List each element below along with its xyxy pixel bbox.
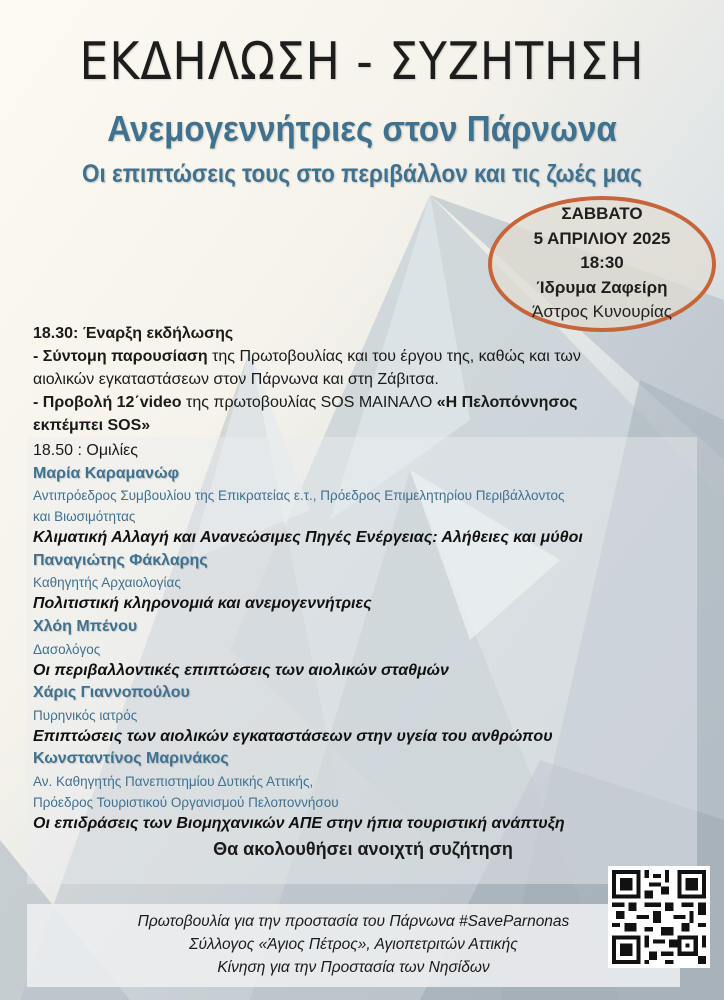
speaker-role: Καθηγητής Αρχαιολογίας (33, 575, 181, 591)
talk-topic: Κλιματική Αλλαγή και Ανανεώσιμες Πηγές Ενέργειας: Αλήθειες και μύθοι (33, 529, 583, 547)
event-time: 18:30 (580, 253, 624, 272)
speaker-name: Μαρία Καραμανώφ (33, 464, 180, 482)
event-date: 5 ΑΠΡΙΛΙΟΥ 2025 (533, 228, 671, 248)
open-discussion-note: Θα ακολουθήσει ανοιχτή συζήτηση (213, 838, 513, 859)
event-type-title: ΕΚΔΗΛΩΣΗ - ΣΥΖΗΤΗΣΗ (79, 32, 645, 92)
speaker-role-line2: και Βιωσιμότητας (33, 509, 136, 525)
speaker-name: Παναγιώτης Φάκλαρης (33, 551, 208, 569)
event-tagline: Οι επιπτώσεις τους στο περιβάλλον και τις ζωές μας (82, 160, 642, 188)
event-location: Άστρος Κυνουρίας (532, 302, 672, 321)
talk-topic: Οι επιδράσεις των Βιομηχανικών ΑΠΕ στην ήπια τουριστική ανάπτυξη (33, 814, 565, 832)
organizer-item: Πρωτοβουλία για την προστασία του Πάρνωνα #SaveParnonas (137, 913, 570, 930)
organizer-item: Κίνηση για την Προστασία των Νησίδων (217, 959, 490, 976)
presentation-desc: της Πρωτοβουλίας και του έργου της, καθώς και των (207, 348, 581, 365)
speaker-name: Κωνσταντίνος Μαρινάκος (33, 750, 229, 768)
speaker-role: Πυρηνικός ιατρός (33, 707, 138, 723)
organizer-item: Σύλλογος «Άγιος Πέτρος», Αγιοπετριτών Αττικής (189, 936, 518, 953)
date-venue-info (488, 202, 716, 325)
presentation-label: - Σύντομη παρουσίαση (33, 348, 208, 365)
opening-time: 18.30: Έναρξη εκδήλωσης (33, 325, 234, 342)
speaker-name: Χάρις Γιαννοπούλου (33, 684, 190, 702)
qr-code-icon[interactable] (608, 866, 710, 968)
video-title: «Η Πελοπόννησος (436, 394, 578, 411)
event-venue: Ίδρυμα Ζαφείρη (536, 277, 668, 297)
presentation-desc-line2: αιολικών εγκαταστάσεων στον Πάρνωνα και στη Ζάβιτσα. (33, 371, 439, 388)
speaker-role: Αντιπρόεδρος Συμβουλίου της Επικρατείας ε.τ., Πρόεδρος Επιμελητηρίου Περιβάλλοντος (33, 488, 565, 504)
video-title-line2: εκπέμπει SOS» (33, 417, 151, 434)
speaker-role-line2: Πρόεδρος Τουριστικού Οργανισμού Πελοποννήσου (33, 794, 339, 810)
event-day: ΣΑΒΒΑΤΟ (561, 204, 643, 223)
speaker-role: Αν. Καθηγητής Πανεπιστημίου Δυτικής Αττικής, (33, 773, 314, 789)
talk-topic: Πολιτιστική κληρονομιά και ανεμογεννήτριες (33, 595, 372, 613)
talk-topic: Οι περιβαλλοντικές επιπτώσεις των αιολικών σταθμών (33, 661, 449, 679)
talk-topic: Επιπτώσεις των αιολικών εγκαταστάσεων στην υγεία του ανθρώπου (33, 727, 553, 745)
event-subtitle: Ανεμογεννήτριες στον Πάρνωνα (107, 108, 617, 149)
program-intro (33, 322, 693, 437)
talks-time: 18.50 : Ομιλίες (33, 442, 138, 459)
talks-list (33, 440, 703, 860)
speaker-name: Χλόη Μπένου (33, 617, 138, 635)
video-desc: της πρωτοβουλίας SOS ΜΑΙΝΑΛΟ (181, 394, 437, 411)
speaker-role: Δασολόγος (33, 641, 101, 657)
organizers-list (27, 910, 680, 979)
video-label: - Προβολή 12΄video (33, 394, 182, 411)
